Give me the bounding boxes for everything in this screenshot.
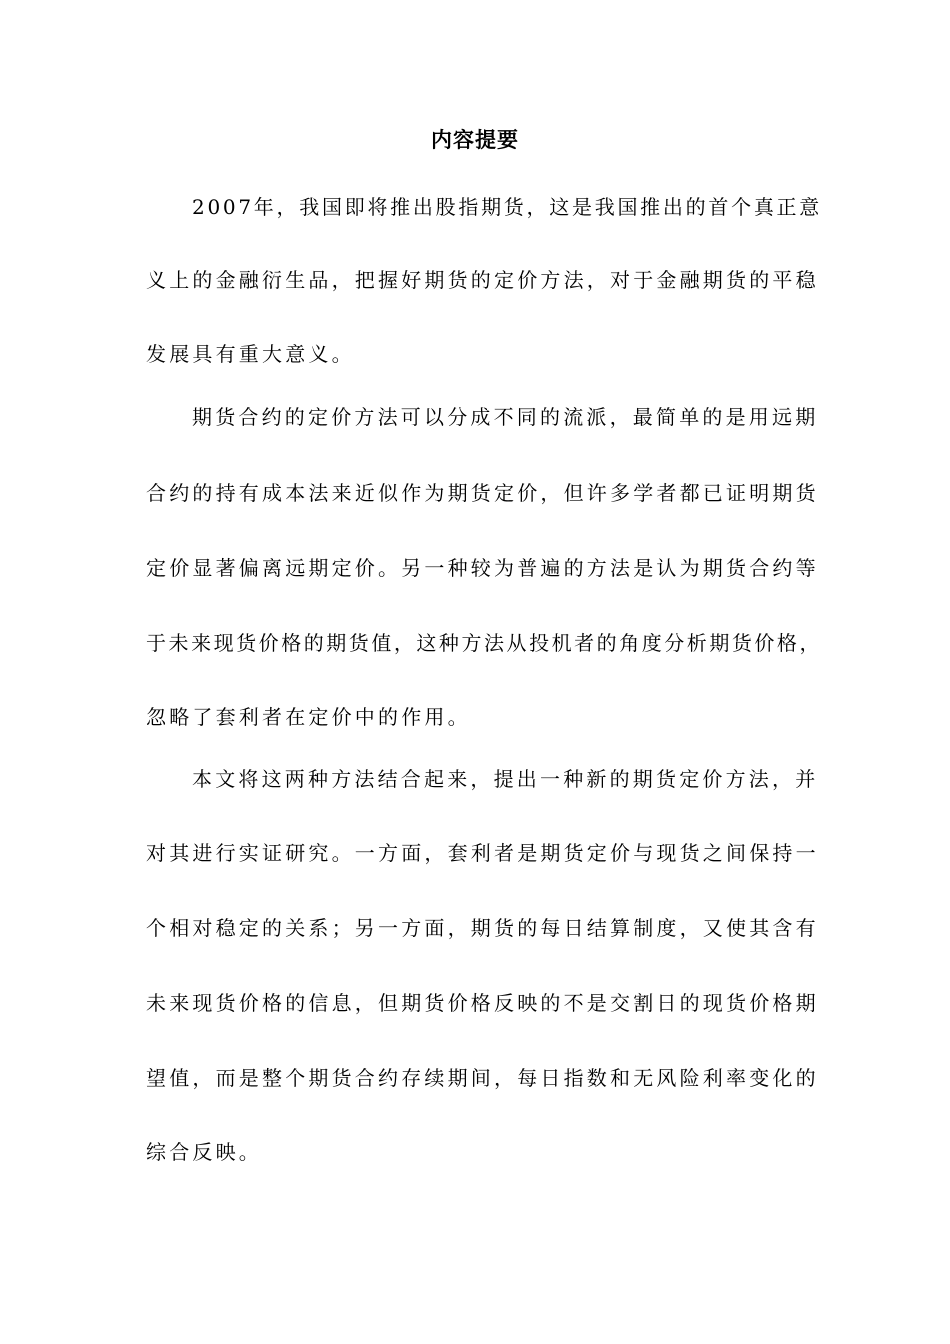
paragraph-1-line-1: 2007年，我国即将推出股指期货，这是我国推出的首个真正意	[192, 195, 822, 219]
paragraph-3-line-5: 望值，而是整个期货合约存续期间，每日指数和无风险利率变化的	[146, 1066, 819, 1090]
paragraph-2-line-1: 期货合约的定价方法可以分成不同的流派，最简单的是用远期	[192, 405, 819, 429]
paragraph-2-line-3: 定价显著偏离远期定价。另一种较为普遍的方法是认为期货合约等	[146, 556, 819, 580]
paragraph-2-line-5: 忽略了套利者在定价中的作用。	[146, 705, 471, 729]
page-title: 内容提要	[431, 127, 519, 152]
paragraph-1-line-2: 义上的金融衍生品，把握好期货的定价方法，对于金融期货的平稳	[146, 268, 819, 292]
paragraph-2-line-2: 合约的持有成本法来近似作为期货定价，但许多学者都已证明期货	[146, 481, 819, 505]
paragraph-3-line-3: 个相对稳定的关系；另一方面，期货的每日结算制度，又使其含有	[146, 916, 819, 940]
paragraph-3-line-4: 未来现货价格的信息，但期货价格反映的不是交割日的现货价格期	[146, 991, 819, 1015]
paragraph-3-line-1: 本文将这两种方法结合起来，提出一种新的期货定价方法，并	[192, 767, 819, 791]
paragraph-1-line-3: 发展具有重大意义。	[146, 342, 355, 366]
paragraph-3-line-6: 综合反映。	[146, 1140, 262, 1164]
paragraph-3-line-2: 对其进行实证研究。一方面，套利者是期货定价与现货之间保持一	[146, 841, 819, 865]
paragraph-2-line-4: 于未来现货价格的期货值，这种方法从投机者的角度分析期货价格，	[146, 631, 822, 655]
